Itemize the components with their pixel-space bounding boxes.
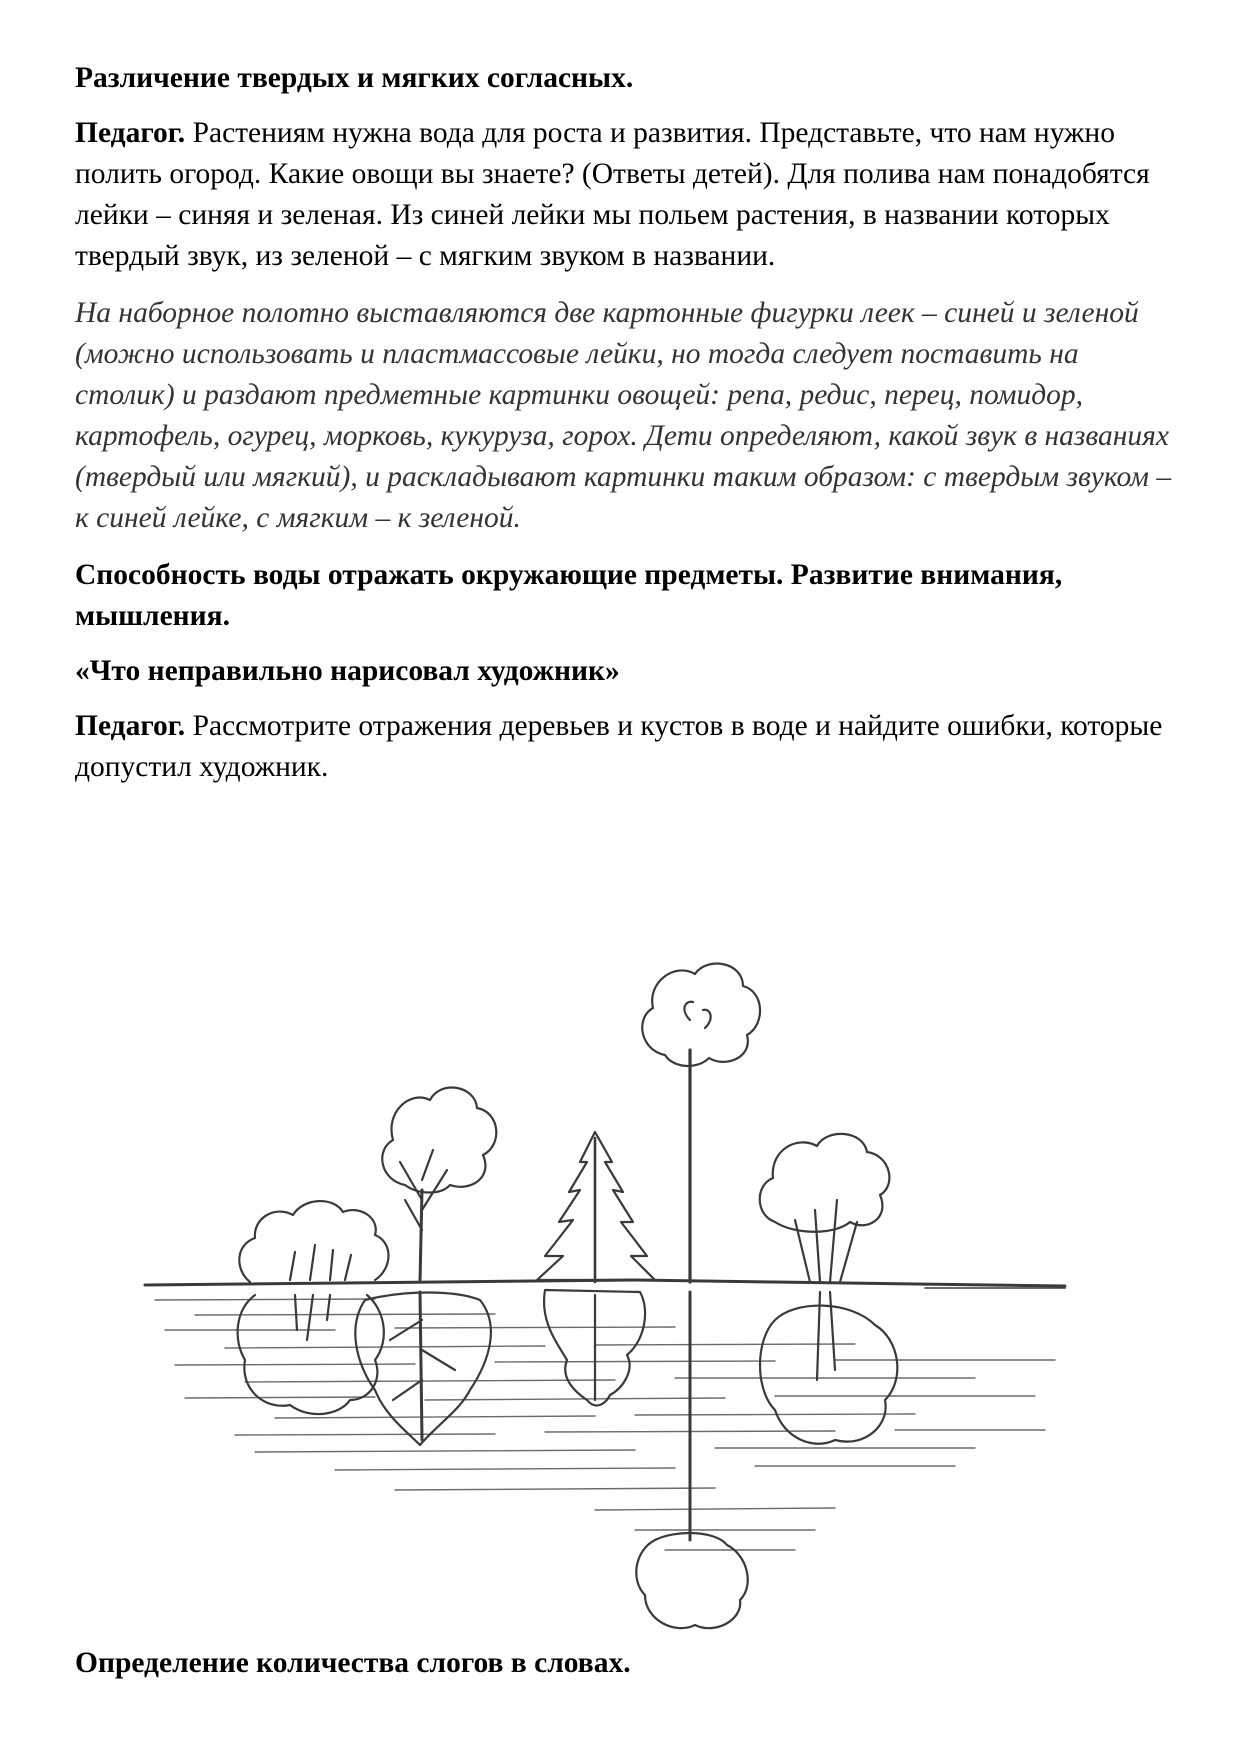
tree-round bbox=[382, 1088, 496, 1282]
bush-left bbox=[239, 1201, 388, 1282]
instruction-note: На наборное полотно выставляются две картонные фигурки леек – синей и зеленой (можно использовать и пластмассовые лейки, но тогда следует поставить на столик) и раздают предметные картинки овощей: репа, редис, перец, помидор, картофель, огурец, морковь, кукуруза, горох. Дети определяют, какой звук в названиях (твердый или мягкий), и раскладывают картинки таким образом: с твердым звуком – к синей лейке, с мягким – к зеленой. bbox=[75, 297, 1172, 534]
tree-bushy bbox=[760, 1134, 890, 1282]
teacher-paragraph-watering bbox=[75, 113, 1175, 277]
tree-tall bbox=[642, 964, 760, 1282]
tree-fir-reflection bbox=[544, 1290, 645, 1405]
bush-left-reflection bbox=[238, 1295, 384, 1414]
section-heading-consonants: Различение твердых и мягких согласных. bbox=[75, 62, 634, 94]
paragraph-text: Рассмотрите отражения деревьев и кустов в воде и найдите ошибки, которые допустил художник. bbox=[75, 710, 1163, 783]
game-title: «Что неправильно нарисовал художник» bbox=[75, 655, 620, 687]
speaker-label: Педагог. bbox=[75, 710, 186, 742]
water-hatching bbox=[155, 1299, 1055, 1550]
tree-fir bbox=[537, 1132, 655, 1282]
reflection-illustration bbox=[75, 900, 1125, 1640]
paragraph-text: Растениям нужна вода для роста и развития. Представьте, что нам нужно полить огород. Какие овощи вы знаете? (Ответы детей). Для полива нам понадобятся лейки – синяя и зеленая. Из синей лейки мы польем растения, в названии которых твердый звук, из зеленой – с мягким звуком в названии. bbox=[75, 117, 1150, 272]
teacher-paragraph-reflection bbox=[75, 706, 1175, 788]
speaker-label: Педагог. bbox=[75, 117, 186, 149]
section-heading-reflection: Способность воды отражать окружающие предметы. Развитие внимания, мышления. bbox=[75, 559, 1063, 632]
tree-tall-reflection bbox=[636, 1292, 747, 1628]
tree-bushy-reflection bbox=[760, 1292, 897, 1444]
final-section bbox=[75, 1643, 1175, 1684]
document-body bbox=[75, 58, 1175, 788]
section-heading-syllables: Определение количества слогов в словах. bbox=[75, 1647, 631, 1679]
